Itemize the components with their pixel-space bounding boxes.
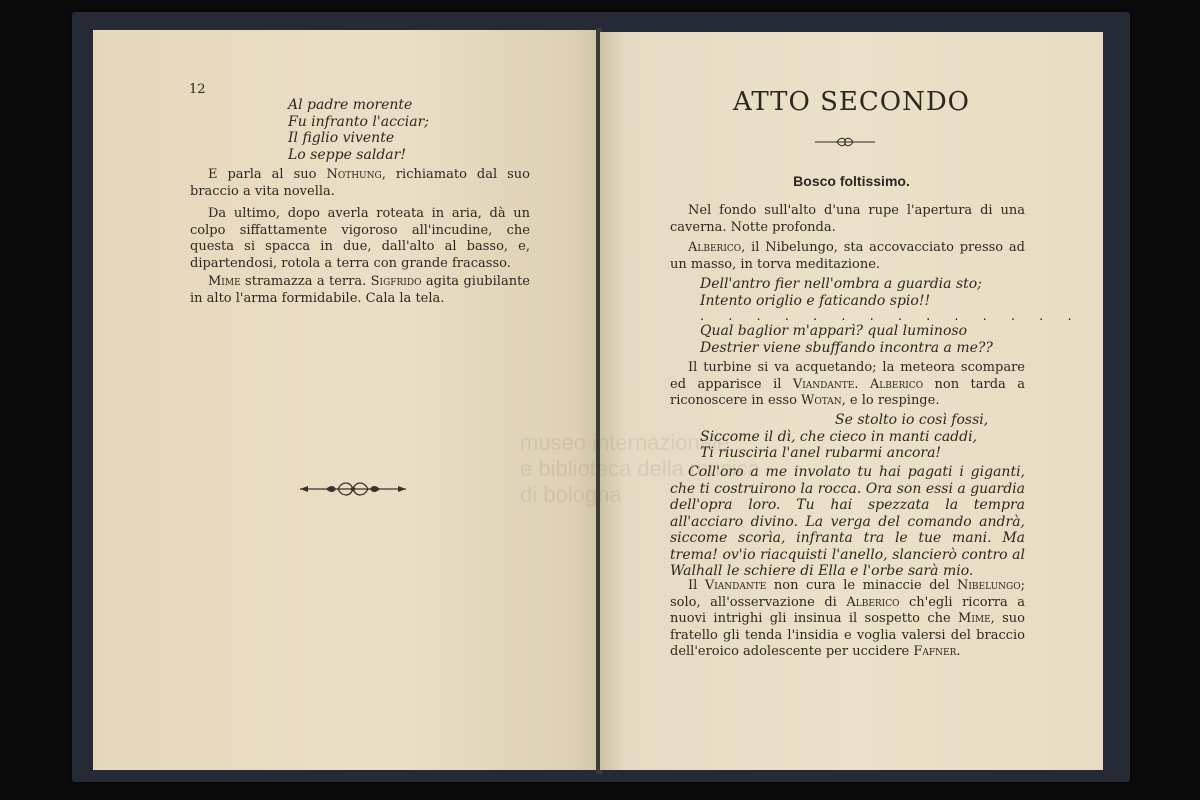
left-page — [93, 30, 598, 770]
verse-line: Il figlio vivente — [288, 130, 395, 146]
name-nothung: Nothung — [326, 167, 382, 182]
verse-line: Destrier viene sbuffando incontra a me?? — [700, 339, 993, 356]
ellipsis-dots: . . . . . . . . . . . . . . — [700, 309, 1082, 324]
name-mime: Mime — [208, 274, 241, 289]
verse-line: Qual baglior m'apparì? qual luminoso — [700, 323, 967, 339]
name-mime: Mime — [958, 611, 991, 626]
name-alberico: Alberico — [688, 240, 742, 255]
ornament-icon — [298, 477, 408, 501]
left-paragraph-1: E parla al suo Nothung, richiamato dal suo braccio a vita novella. — [190, 167, 530, 199]
scene-title: Bosco foltissimo. — [793, 173, 910, 189]
name-fafner: Fafner — [913, 644, 957, 659]
verse-line: Ti riusciria l'anel rubarmi ancora! — [700, 445, 942, 461]
act-title: ATTO SECONDO — [732, 87, 970, 117]
right-verse-1 — [700, 276, 982, 309]
right-verse-2 — [700, 323, 993, 356]
verse-line: Se stolto io così fossi, — [835, 412, 989, 428]
verse-line: Intento origlio e faticando spio!! — [700, 292, 931, 309]
right-paragraph-4: Coll'oro a me involato tu hai pagati i giganti, che ti costruirono la rocca. Ora son essi a guardia dell'opra loro. Tu hai spezzata la tempra all'acciaro divino. La verga del comando andrà, siccome scorìa, infranta tra le tue mani. Ma trema! ov'io riacquisti l'anello, slancierò contro al Walhall le schiere di Ella e l'orbe sarà mio. — [670, 464, 1025, 579]
name-nibelungo: Nibelungo — [956, 578, 1021, 593]
right-paragraph-3: Il turbine si va acquetando; la meteora scompare ed apparisce il Viandante. Alberico non tarda a riconoscere in esso Wotan, e lo respinge. — [670, 360, 1026, 408]
verse-line: Dell'antro fier nell'ombra a guardia sto; — [700, 276, 982, 292]
page-number: 12 — [189, 82, 206, 97]
name-alberico: Alberico — [846, 594, 900, 610]
name-viandante: Viandante — [704, 578, 767, 593]
verse-line: Fu infranto l'acciar; — [288, 113, 430, 130]
divider-ornament-icon — [815, 136, 875, 148]
name-viandante: Viandante — [792, 376, 855, 392]
name-alberico: Alberico — [869, 376, 924, 392]
right-paragraph-5: Il Viandante non cura le minaccie del Nibelungo; solo, all'osservazione di Alberico ch'egli ricorra a nuovi intrighi gli insinua il sospetto che Mime, suo fratello gli tenda l'insidia e voglia valersi del braccio dell'eroico adolescente per uccidere Fafner. — [670, 578, 1026, 659]
right-paragraph-2: Alberico, il Nibelungo, sta accovacciato presso ad un masso, in torva meditazione. — [670, 240, 1025, 272]
verse-line: Lo seppe saldar! — [288, 146, 406, 163]
left-verse — [288, 97, 429, 163]
name-sigfrido: Sigfrido — [370, 274, 422, 289]
right-page — [600, 32, 1103, 770]
verse-line: Al padre morente — [288, 97, 413, 113]
watermark: museo internazionale e biblioteca della musica di bologna — [520, 430, 760, 507]
left-paragraph-2: Da ultimo, dopo averla roteata in aria, dà un colpo siffattamente vigoroso all'incudine, che questa si spacca in due, dall'alto al basso, e, dipartendosi, rotola a terra con grande fracasso. — [190, 206, 530, 271]
name-wotan: Wotan — [801, 393, 842, 408]
verse-line: Siccome il dì, che cieco in manti caddi, — [700, 428, 978, 445]
right-paragraph-1: Nel fondo sull'alto d'una rupe l'apertura di una caverna. Notte profonda. — [670, 203, 1025, 235]
left-paragraph-3: Mime stramazza a terra. Sigfrido agita giubilante in alto l'arma formidabile. Cala la tela. — [190, 274, 530, 306]
